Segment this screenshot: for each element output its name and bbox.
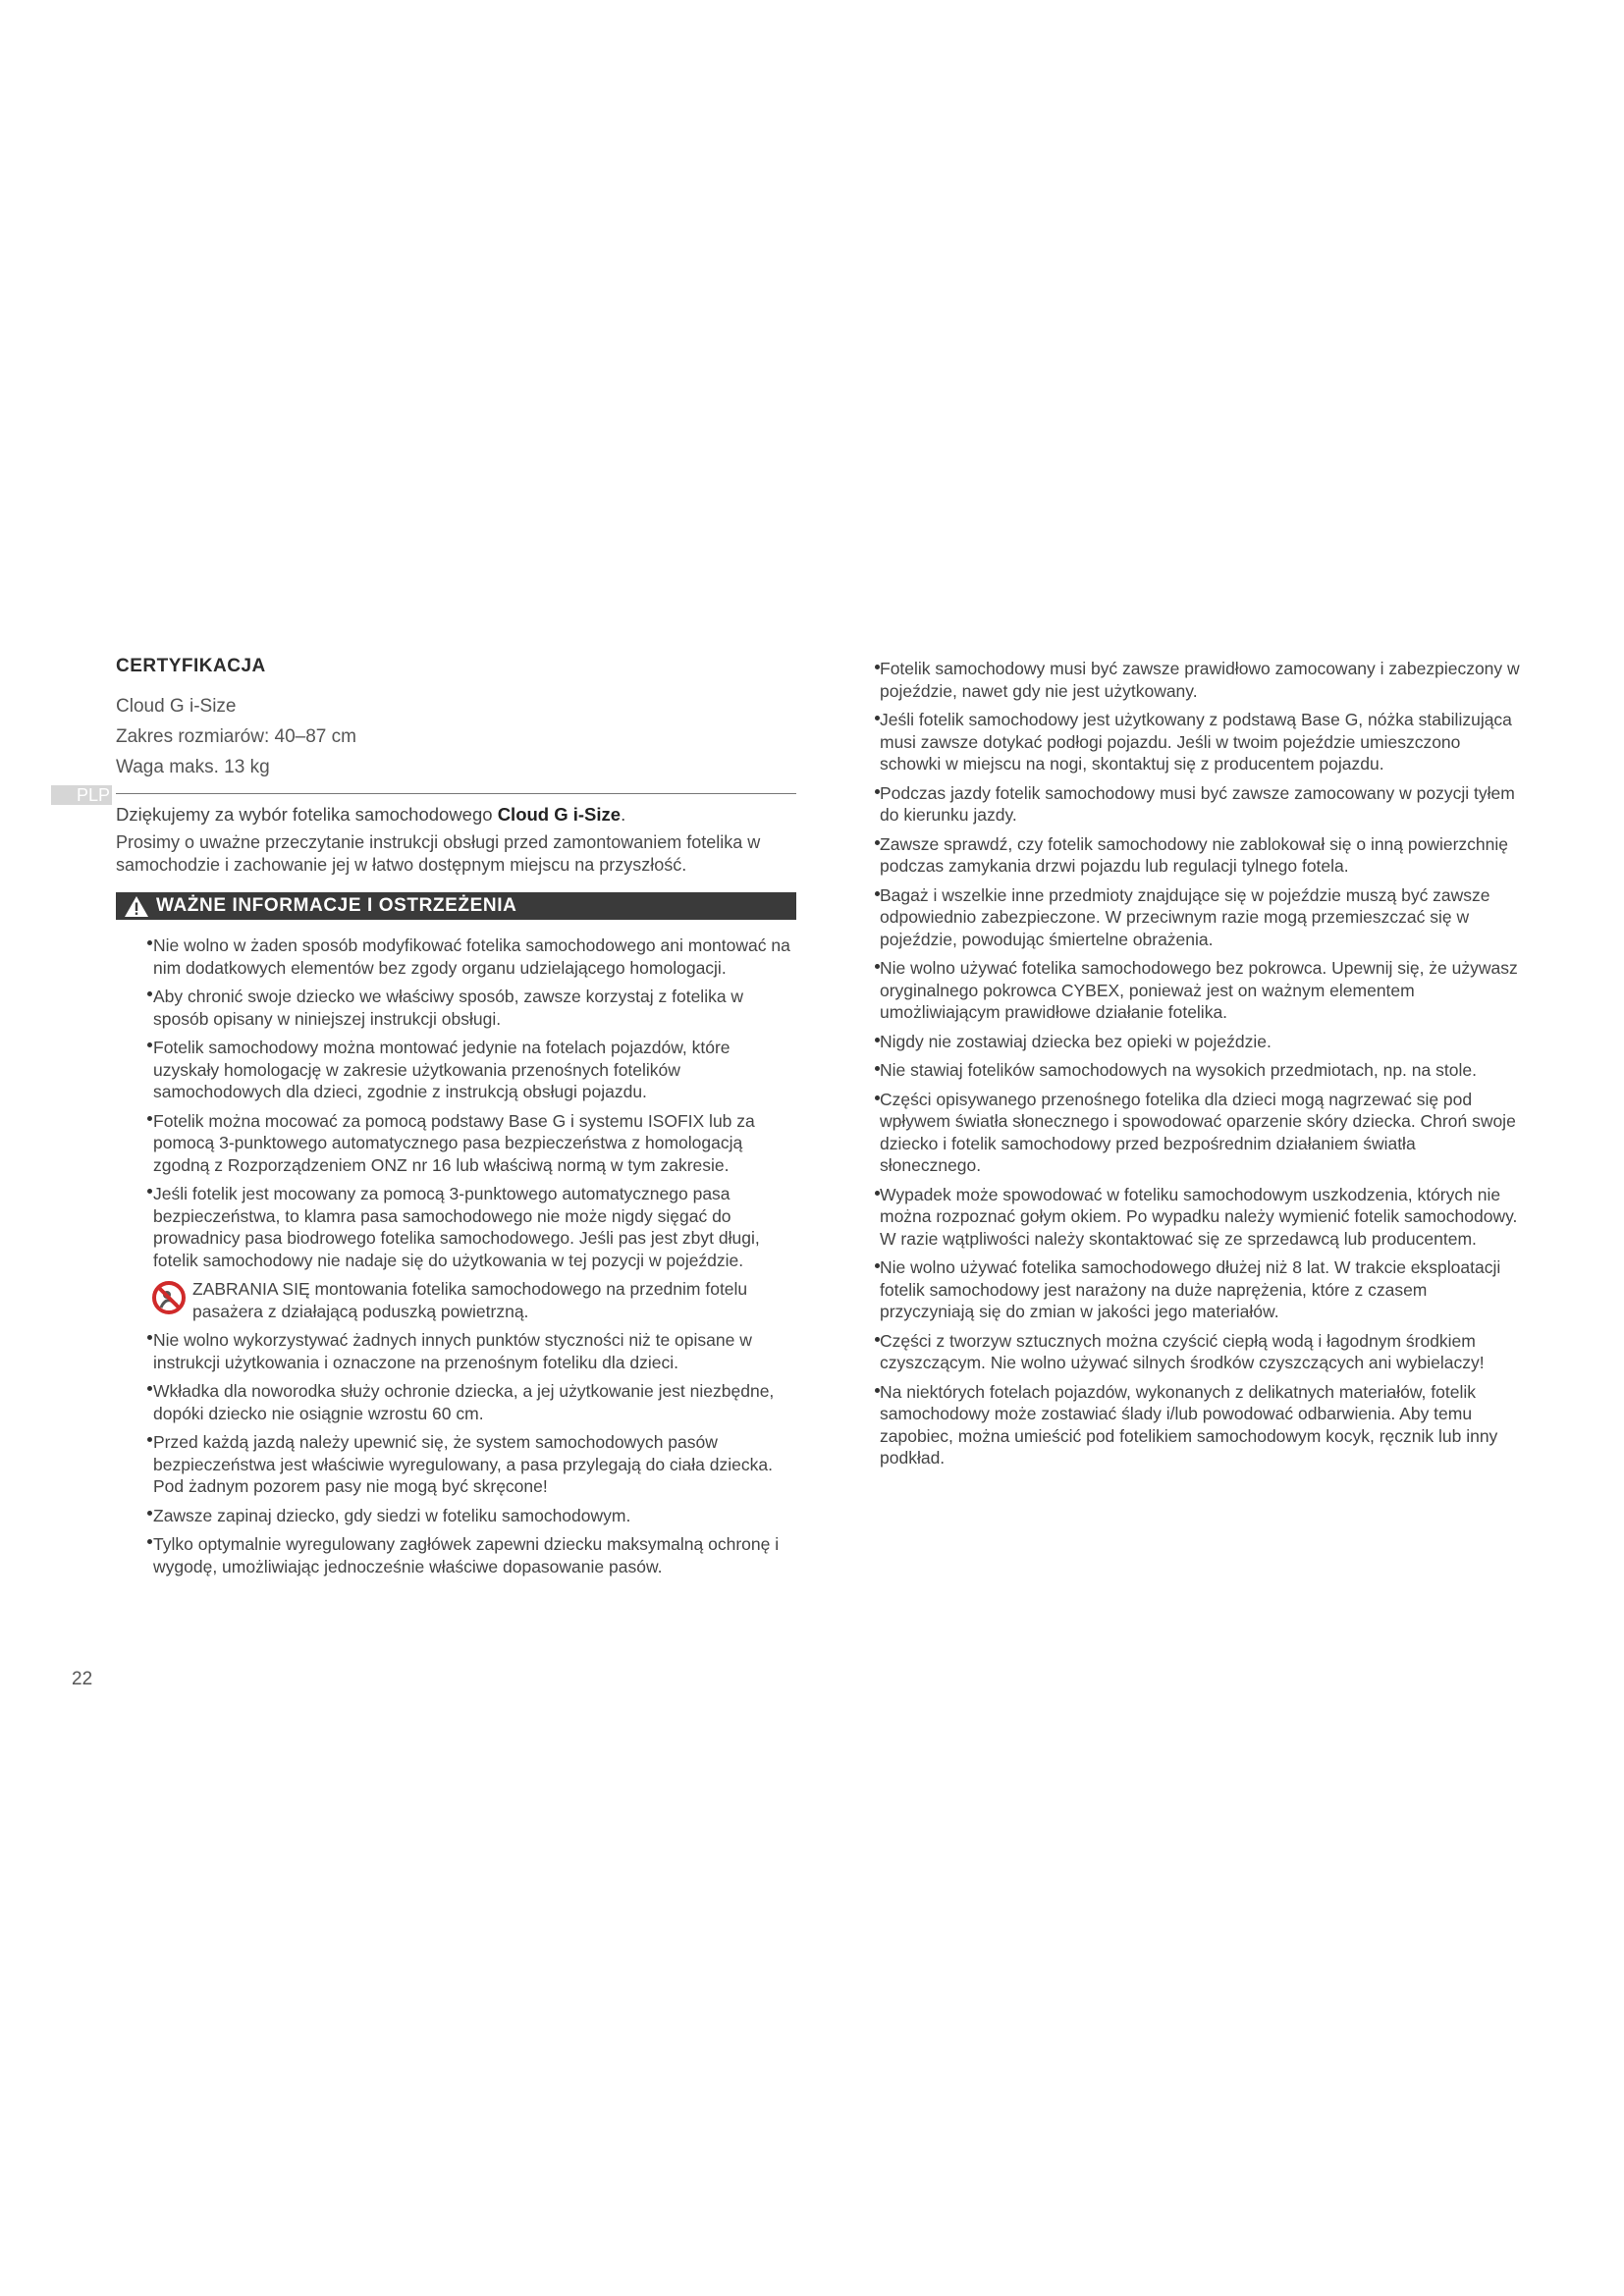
list-item: Podczas jazdy fotelik samochodowy musi być zawsze zamocowany w pozycji tyłem do kierunku jazdy.	[880, 782, 1520, 827]
list-item: Części z tworzyw sztucznych można czyścić ciepłą wodą i łagodnym środkiem czyszczącym. Nie wolno używać silnych środków czyszczących ani wybielaczy!	[880, 1330, 1520, 1374]
intro-paragraph: Prosimy o uważne przeczytanie instrukcji obsługi przed zamontowaniem fotelika w samochodzie i zachowanie jej w łatwo dostępnym miejscu na przyszłość.	[116, 832, 761, 875]
list-item: Przed każdą jazdą należy upewnić się, że system samochodowych pasów bezpieczeństwa jest właściwie wyregulowany, a pasa przylegają do ciała dziecka. Pod żadnym pozorem pasy nie mogą być skręcone!	[116, 1431, 796, 1498]
cert-size-range: Zakres rozmiarów: 40–87 cm	[116, 726, 356, 747]
certification-heading: CERTYFIKACJA	[116, 656, 266, 676]
list-item: Wkładka dla noworodka służy ochronie dziecka, a jej użytkowanie jest niezbędne, dopóki dziecko nie osiągnie wzrostu 60 cm.	[116, 1380, 796, 1424]
list-item: Nie wolno używać fotelika samochodowego bez pokrowca. Upewnij się, że używasz oryginalnego pokrowca CYBEX, ponieważ jest on ważnym elementem umożliwiającym prawidłowe działanie fotelika.	[880, 957, 1520, 1024]
list-item: Jeśli fotelik jest mocowany za pomocą 3-punktowego automatycznego pasa bezpieczeństwa, to klamra pasa samochodowego nie może nigdy sięgać do prowadnicy pasa biodrowego fotelika samochodowego. Jeśli pas jest zbyt długi, fotelik samochodowy nie nadaje się do użytkowania w tej pozycji w pojeździe.	[116, 1183, 796, 1271]
list-item: Nie wolno w żaden sposób modyfikować fotelika samochodowego ani montować na nim dodatkowych elementów bez zgody organu udzielającego homologacji.	[116, 934, 796, 979]
warnings-list-left	[116, 934, 796, 1577]
airbag-warning-text: ZABRANIA SIĘ montowania fotelika samochodowego na przednim fotelu pasażera z działającą poduszką powietrzną.	[192, 1279, 748, 1321]
list-item: Jeśli fotelik samochodowy jest użytkowany z podstawą Base G, nóżka stabilizująca musi zawsze dotykać podłogi pojazdu. Jeśli w twoim pojeździe umieszczono schowki w miejscu na nogi, skontaktuj się z producentem pojazdu.	[880, 709, 1520, 775]
list-item: Wypadek może spowodować w foteliku samochodowym uszkodzenia, których nie można rozpoznać gołym okiem. Po wypadku należy wymienić fotelik samochodowy. W razie wątpliwości należy skontaktować się ze sprzedawcą lub producentem.	[880, 1184, 1520, 1251]
no-airbag-prohibition-icon	[151, 1280, 187, 1315]
warnings-heading-bar	[116, 892, 796, 920]
list-item: Zawsze sprawdź, czy fotelik samochodowy nie zablokował się o inną powierzchnię podczas zamykania drzwi pojazdu lub regulacji tylnego fotela.	[880, 833, 1520, 878]
intro-thanks: Dziękujemy za wybór fotelika samochodowego Cloud G i-Size.	[116, 804, 626, 825]
list-item: Części opisywanego przenośnego fotelika dla dzieci mogą nagrzewać się pod wpływem światła słonecznego i spowodować oparzenie skóry dziecka. Chroń swoje dziecko i fotelik samochodowy przed bezpośrednim działaniem światła słonecznego.	[880, 1089, 1520, 1177]
cert-max-weight: Waga maks. 13 kg	[116, 757, 270, 777]
left-column	[116, 656, 796, 1584]
list-item: Fotelik można mocować za pomocą podstawy Base G i systemu ISOFIX lub za pomocą 3-punktowego automatycznego pasa bezpieczeństwa z homologacją zgodną z Rozporządzeniem ONZ nr 16 lub właściwą normą w tym zakresie.	[116, 1110, 796, 1177]
list-item-airbag	[116, 1278, 796, 1322]
language-tab: PLP	[51, 785, 112, 805]
right-column	[880, 658, 1520, 1476]
list-item: Bagaż i wszelkie inne przedmioty znajdujące się w pojeździe muszą być zawsze odpowiednio zabezpieczone. W przeciwnym razie mogą przemieszczać się w pojeździe, powodując śmiertelne obrażenia.	[880, 884, 1520, 951]
divider	[116, 793, 796, 794]
page-number: 22	[72, 1669, 93, 1689]
list-item: Na niektórych fotelach pojazdów, wykonanych z delikatnych materiałów, fotelik samochodowy może zostawiać ślady i/lub powodować odbarwienia. Aby temu zapobiec, można umieścić pod fotelikiem samochodowym kocyk, ręcznik lub inny podkład.	[880, 1381, 1520, 1469]
list-item: Nie wolno używać fotelika samochodowego dłużej niż 8 lat. W trakcie eksploatacji fotelik samochodowy jest narażony na duże naprężenia, które z czasem przyczyniają się do zmian w jakości jego materiałów.	[880, 1256, 1520, 1323]
list-item: Nie stawiaj fotelików samochodowych na wysokich przedmiotach, np. na stole.	[880, 1059, 1520, 1082]
list-item: Zawsze zapinaj dziecko, gdy siedzi w foteliku samochodowym.	[116, 1505, 796, 1527]
intro-product-name: Cloud G i-Size	[497, 804, 622, 825]
warnings-heading: WAŻNE INFORMACJE I OSTRZEŻENIA	[156, 895, 517, 916]
list-item: Tylko optymalnie wyregulowany zagłówek zapewni dziecku maksymalną ochronę i wygodę, umożliwiając jednocześnie właściwe dopasowanie pasów.	[116, 1533, 796, 1577]
list-item: Nie wolno wykorzystywać żadnych innych punktów styczności niż te opisane w instrukcji użytkowania i oznaczone na przenośnym foteliku dla dzieci.	[116, 1329, 796, 1373]
warnings-list-right	[880, 658, 1520, 1469]
list-item: Fotelik samochodowy można montować jedynie na fotelach pojazdów, które uzyskały homologację w zakresie użytkowania przenośnych fotelików samochodowych dla dzieci, zgodnie z instrukcją obsługi pojazdu.	[116, 1037, 796, 1103]
cert-product-name: Cloud G i-Size	[116, 696, 237, 717]
list-item: Aby chronić swoje dziecko we właściwy sposób, zawsze korzystaj z fotelika w sposób opisany w niniejszej instrukcji obsługi.	[116, 986, 796, 1030]
list-item: Nigdy nie zostawiaj dziecka bez opieki w pojeździe.	[880, 1031, 1520, 1053]
list-item: Fotelik samochodowy musi być zawsze prawidłowo zamocowany i zabezpieczony w pojeździe, nawet gdy nie jest użytkowany.	[880, 659, 1520, 701]
warning-triangle-icon	[124, 895, 149, 918]
